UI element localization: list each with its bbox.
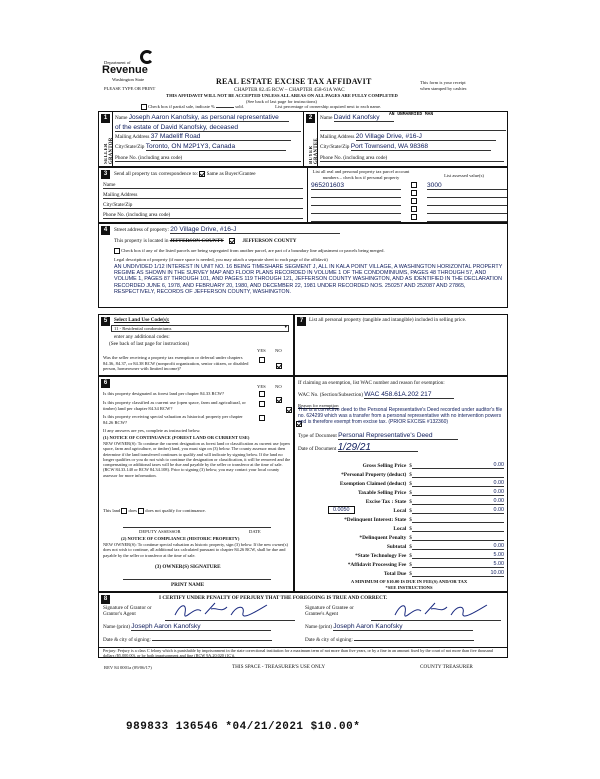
continuance-row bbox=[103, 508, 206, 514]
tax-row bbox=[298, 478, 504, 487]
grantee-signature[interactable] bbox=[371, 605, 501, 621]
land-use-selected: 11 - Residential condominiums bbox=[114, 326, 172, 331]
grantor-date-row bbox=[103, 635, 272, 643]
buyer-city-label: City/State/Zip bbox=[320, 144, 350, 150]
form-revision: REV 84 0001a (09/06/17) bbox=[104, 665, 152, 670]
seller-phone-label: Phone No. (including area code) bbox=[115, 155, 183, 161]
buyer-city-row bbox=[320, 144, 506, 151]
forest-no-checkbox[interactable] bbox=[276, 397, 282, 403]
if-yes-note: If any answers are yes, complete as instructed below. bbox=[103, 428, 201, 433]
dollar-sign: $ bbox=[409, 517, 412, 523]
grantor-signature-scribble bbox=[171, 601, 291, 619]
buyer-mailing-value[interactable]: 20 Village Drive, #16-J bbox=[356, 134, 496, 141]
logo-revenue: Revenue bbox=[102, 64, 148, 76]
logo-mark-icon bbox=[140, 50, 154, 64]
s3-name-label: Name bbox=[103, 182, 116, 188]
seller-side-label: SELLER GRANTOR bbox=[104, 137, 114, 164]
county-treasurer-label: COUNTY TREASURER bbox=[420, 664, 473, 670]
list-pct-label: List percentage of ownership acquired next to each name. bbox=[275, 104, 382, 110]
tax-row bbox=[298, 514, 504, 523]
buyer-side-label: BUYER GRANTEE bbox=[309, 138, 319, 164]
notice1-body: NEW OWNER(S): To continue the current designation as forest land or classification as current use (open space, farm and agriculture, or timber) land, you must sign on (3) below. The county assessor must then determine if the land transferred continues to qualify and will indicate by signing below. If the land no longer qualifies or you do not wish to continue the designation or classification, it will be removed and the compensating or additional taxes will be due and payable by the seller or transferor at the time of sale. (RCW 84.33.140 or RCW 84.34.108). Prior to signing (3) below, you may contact your local county assessor for more information. bbox=[103, 441, 291, 478]
parcel-3-checkbox[interactable] bbox=[411, 198, 417, 204]
tax-row-label: Gross Selling Price bbox=[362, 463, 407, 469]
section-3-badge: 3 bbox=[101, 170, 110, 179]
seller-mailing-label: Mailing Address bbox=[115, 134, 150, 140]
forest-yes-checkbox[interactable] bbox=[259, 391, 265, 397]
doc-type-value[interactable]: Personal Representative's Deed bbox=[338, 433, 458, 440]
deputy-date-label: DATE bbox=[249, 529, 261, 534]
tax-row-value[interactable]: 0.00 bbox=[412, 489, 504, 496]
legal-description[interactable]: AN UNDIVIDED 1/12 INTEREST IN UNIT NO. 16 BEING TIMESHARE SEGMENT J, ALL IN KALA POINT VILLAGE, A WASHINGTON HORIZONTAL PROPERTY REGIME AS SHOWN IN THE SURVEY MAP AND FLOOR PLANS RECORDED IN VOLUME 1 OF THE CONDOMINIUMS, PAGES 48 THROUGH 57, AND VOLUME 1, PAGES 87 THROUGH 101, AND PAGES 119 THROUGH 121, JEFFERSON COUNTY WASHINGTON, AND AS IDENTIFIED IN THE DECLARATION RECORDED JUNE 6, 1978, AND FEBRUARY 20, 1980, AND DECEMBER 22, 1981 UNDER RECORDED NOS. 250257 AND 252087 AND 27865, RESPECTIVELY, RECORDS OF JEFFERSON COUNTY, WASHINGTON. bbox=[114, 264, 503, 295]
street-row bbox=[114, 227, 340, 234]
dollar-sign: $ bbox=[409, 526, 412, 532]
partial-sale-checkbox[interactable] bbox=[141, 104, 147, 110]
tax-row-label: *Personal Property (deduct) bbox=[341, 472, 407, 478]
grantee-date-value[interactable] bbox=[354, 635, 474, 641]
s5-no-header: NO bbox=[275, 348, 282, 353]
tax-row-label: Local bbox=[393, 526, 407, 532]
doc-date-value[interactable]: 1/29/21 bbox=[338, 445, 418, 452]
print-name-label: PRINT NAME bbox=[171, 582, 205, 588]
logo-dept: Department of bbox=[104, 60, 131, 65]
parties-section bbox=[98, 111, 508, 167]
section-7-badge: 7 bbox=[297, 317, 306, 326]
tax-row-value[interactable]: 0.00 bbox=[412, 480, 504, 487]
section-6 bbox=[98, 376, 294, 592]
grantee-name-value[interactable]: Joseph Aaron Kanofsky bbox=[333, 624, 473, 631]
partial-sale-label: Check box if partial sale, indicate % bbox=[148, 104, 215, 110]
tax-row-label: *State Technology Fee bbox=[355, 553, 407, 559]
seller-name-label: Name bbox=[115, 115, 128, 121]
legal-label: Legal description of property (if more space is needed, you may attach a separate sheet to each page of the affidavit) bbox=[114, 257, 328, 262]
partial-sale-row bbox=[141, 104, 501, 110]
assessed-value[interactable]: 3000 bbox=[427, 182, 507, 190]
s3-mailing-label: Mailing Address bbox=[103, 192, 138, 198]
grantee-date-label: Date & city of signing: bbox=[305, 637, 353, 643]
local-rate-box[interactable]: 0.0050 bbox=[328, 506, 355, 514]
wac-value[interactable]: WAC 458.61A.202 217 bbox=[364, 392, 454, 399]
deputy-assessor-label: DEPUTY ASSESSOR bbox=[139, 529, 181, 534]
tax-row-value[interactable]: 5.00 bbox=[412, 561, 504, 568]
section-3 bbox=[98, 167, 508, 223]
tax-row bbox=[298, 505, 504, 514]
historic-yes-checkbox[interactable] bbox=[259, 415, 265, 421]
seller-city-value[interactable]: Toronto, ON M2P1Y3, Canada bbox=[146, 144, 286, 151]
grantor-date-value[interactable] bbox=[152, 635, 272, 641]
does-not-label: does not qualify for continuance. bbox=[145, 508, 206, 514]
county-value: JEFFERSON COUNTY bbox=[242, 238, 297, 245]
logo-state: Washington State bbox=[112, 77, 145, 82]
tax-row-label: Total Due bbox=[383, 571, 407, 577]
doc-date-label: Date of Document bbox=[298, 446, 337, 452]
tax-rows bbox=[298, 460, 504, 577]
tax-row-value[interactable]: 0.00 bbox=[412, 462, 504, 469]
doc-date-row bbox=[298, 442, 418, 453]
personal-property-label: List all personal property (tangible and intangible) included in selling price. bbox=[309, 317, 467, 323]
section-5-badge: 5 bbox=[101, 317, 110, 326]
treasurer-use-label: THIS SPACE - TREASURER'S USE ONLY bbox=[232, 664, 326, 670]
chevron-down-icon: ▾ bbox=[284, 325, 287, 330]
section-1-badge: 1 bbox=[101, 114, 110, 123]
owner-signature-label: (3) OWNER(S) SIGNATURE bbox=[155, 564, 221, 570]
s3-city-label: City/State/Zip bbox=[103, 202, 133, 208]
buyer-mailing-label: Mailing Address bbox=[320, 134, 355, 140]
tax-row-value[interactable]: 0.00 bbox=[412, 543, 504, 550]
s5-see-back: (See back of last page for instructions) bbox=[109, 341, 190, 347]
assessed-header: List assessed value(s) bbox=[444, 173, 484, 178]
tax-row bbox=[298, 541, 504, 550]
buyer-phone-label: Phone No. (including area code) bbox=[320, 155, 388, 161]
certify-statement: I CERTIFY UNDER PENALTY OF PERJURY THAT THE FOREGOING IS TRUE AND CORRECT. bbox=[159, 595, 388, 601]
grantee-signature-scribble bbox=[391, 601, 511, 619]
grantor-name-value[interactable]: Joseph Aaron Kanofsky bbox=[131, 624, 271, 631]
s5-yes-checkbox[interactable] bbox=[259, 357, 265, 363]
send-to-row bbox=[114, 171, 309, 178]
section-4 bbox=[98, 223, 508, 308]
grantee-name-label: Name (print) bbox=[305, 624, 332, 630]
buyer-name-label: Name bbox=[320, 115, 333, 121]
section-2-badge: 2 bbox=[306, 114, 315, 123]
segregated-row bbox=[114, 248, 504, 254]
section-6-badge: 6 bbox=[101, 379, 110, 388]
grantor-signature[interactable] bbox=[165, 605, 295, 621]
forest-question: Is this property designated as forest land per chapter 84.33 RCW? bbox=[103, 391, 225, 396]
tax-row bbox=[298, 532, 504, 541]
sold-label: sold. bbox=[235, 104, 244, 110]
parcel-4-checkbox[interactable] bbox=[411, 206, 417, 212]
exemption-intro: If claiming an exemption, list WAC number and reason for exemption: bbox=[298, 380, 445, 386]
tax-row bbox=[298, 559, 504, 568]
does-checkbox[interactable] bbox=[121, 508, 127, 514]
dollar-sign: $ bbox=[409, 472, 412, 478]
doc-type-row bbox=[298, 433, 458, 440]
notice2-body: NEW OWNER(S): To continue special valuation as historic property, sign (3) below. If the new owner(s) does not wish to continue, all additional tax calculated pursuant to chapter 84.26 RCW, shall be due and payable by the seller or transferor at the time of sale. bbox=[103, 542, 288, 558]
section-7 bbox=[294, 314, 508, 376]
parcel-list bbox=[311, 182, 507, 222]
dollar-sign: $ bbox=[409, 481, 412, 487]
tax-row-label: *Delinquent Interest: State bbox=[344, 517, 407, 523]
same-as-buyer-label: Same as Buyer/Grantee bbox=[206, 171, 256, 178]
perjury-note: Perjury: Perjury is a class C felony which is punishable by imprisonment in the state correctional institution for a maximum term of not more than five years, or by a fine in an amount fixed by the court of not more than five thousand dollars ($5,000.00), or by both imprisonment and fine (RCW 9A.20.020 (1C)). bbox=[103, 648, 493, 658]
tax-row-value[interactable]: 0.00 bbox=[412, 498, 504, 505]
tax-row-label: *Delinquent Penalty bbox=[359, 535, 407, 541]
minimum-note bbox=[319, 579, 499, 590]
parcel-2-checkbox[interactable] bbox=[411, 190, 417, 196]
minimum-note-line2: *SEE INSTRUCTIONS bbox=[385, 584, 433, 590]
buyer-name-value[interactable]: David Kanofsky bbox=[334, 115, 394, 122]
s3-phone-label: Phone No. (including area code) bbox=[103, 212, 171, 218]
seller-name-cont[interactable]: of the estate of David Kanofsky, deceased bbox=[115, 124, 301, 132]
s5-no-checkbox[interactable] bbox=[276, 363, 282, 369]
minimum-note-line1: A MINIMUM OF $10.00 IS DUE IN FEE(S) AND/OR TAX bbox=[350, 579, 468, 584]
section-9-badge: 8 bbox=[101, 595, 110, 604]
wac-row bbox=[298, 392, 454, 399]
street-value[interactable]: 20 Village Drive, #16-J bbox=[170, 227, 340, 234]
grantee-sig-label: Signature of Grantee or Grantee's Agent bbox=[305, 605, 354, 618]
section-9 bbox=[98, 592, 508, 658]
dollar-sign: $ bbox=[409, 508, 412, 514]
print-name-line[interactable] bbox=[123, 579, 271, 580]
buyer-phone-row[interactable] bbox=[320, 155, 504, 162]
seller-phone-row[interactable] bbox=[115, 155, 301, 162]
seller-city-row bbox=[115, 144, 301, 151]
tax-row-value[interactable] bbox=[412, 477, 504, 478]
segregated-checkbox[interactable] bbox=[114, 248, 120, 254]
seller-mailing-row bbox=[115, 134, 301, 141]
s5-yes-header: YES bbox=[257, 348, 266, 353]
wac-label: WAC No. (Section/Subsection) bbox=[298, 392, 363, 398]
seller-name-value[interactable]: Joseph Aaron Kanofsky, as personal representative bbox=[129, 115, 289, 122]
dollar-sign: $ bbox=[409, 553, 412, 559]
historic-question: Is this property receiving special valuation as historical property per chapter 84.26 RCW? bbox=[103, 414, 243, 425]
parcel-number[interactable]: 965201603 bbox=[311, 182, 401, 190]
section-8 bbox=[294, 376, 508, 592]
doc-type-label: Type of Document bbox=[298, 433, 337, 439]
dollar-sign: $ bbox=[409, 544, 412, 550]
tax-row-label: Taxable Selling Price bbox=[357, 490, 407, 496]
s3-phone-row[interactable] bbox=[103, 212, 303, 219]
tax-row bbox=[298, 550, 504, 559]
seller-mailing-value[interactable]: 37 Madeliff Road bbox=[151, 134, 291, 141]
street-label: Street address of property: bbox=[114, 227, 169, 233]
located-label: This property is located in bbox=[114, 238, 169, 245]
current-use-no-checkbox[interactable] bbox=[286, 407, 292, 413]
tax-row-value[interactable] bbox=[412, 522, 504, 523]
tax-row-label: Exemption Claimed (deduct) bbox=[339, 481, 407, 487]
parcel-5-checkbox[interactable] bbox=[411, 214, 417, 220]
tax-row-label: Local bbox=[393, 508, 407, 514]
buyer-name-note: AN UNMARRIED MAN bbox=[389, 112, 434, 117]
section-4-badge: 4 bbox=[101, 226, 110, 235]
does-not-checkbox[interactable] bbox=[138, 508, 144, 514]
grantee-name-row bbox=[305, 624, 473, 631]
seller-city-label: City/State/Zip bbox=[115, 144, 145, 150]
receipt-note-line2: when stamped by cashier. bbox=[420, 85, 468, 91]
tax-row-label: Excise Tax : State bbox=[365, 499, 407, 505]
dollar-sign: $ bbox=[409, 562, 412, 568]
receipt-note-line1: This form is your receipt bbox=[420, 80, 466, 85]
this-land-label: This land bbox=[103, 508, 121, 514]
tax-row bbox=[298, 523, 504, 532]
dollar-sign: $ bbox=[409, 463, 412, 469]
buyer-city-value[interactable]: Port Townsend, WA 98368 bbox=[351, 144, 491, 151]
send-to-label: Send all property tax correspondence to: bbox=[114, 171, 198, 178]
s6-yes-header: YES bbox=[257, 384, 266, 389]
tax-row-label: *Affidavit Processing Fee bbox=[347, 562, 407, 568]
does-label: does bbox=[128, 508, 137, 514]
s3-name-row[interactable] bbox=[103, 182, 303, 189]
tax-row bbox=[298, 460, 504, 469]
s6-no-header: NO bbox=[275, 384, 282, 389]
grantor-name-row bbox=[103, 624, 271, 631]
type-or-print: PLEASE TYPE OR PRINT bbox=[104, 86, 156, 91]
land-use-label: Select Land Use Code(s): bbox=[114, 317, 170, 323]
receipt-note bbox=[420, 80, 510, 91]
notice1-title: (1) NOTICE OF CONTINUANCE (FOREST LAND OR CURRENT USE) bbox=[103, 435, 250, 440]
notice2-title: (2) NOTICE OF COMPLIANCE (HISTORIC PROPERTY) bbox=[121, 536, 240, 541]
form-title: REAL ESTATE EXCISE TAX AFFIDAVIT bbox=[216, 77, 372, 86]
additional-codes: enter any additional codes: bbox=[114, 334, 170, 340]
land-use-select[interactable] bbox=[111, 325, 289, 332]
tax-row-value[interactable] bbox=[412, 531, 504, 532]
grantor-sig-label: Signature of Grantor or Grantor's Agent bbox=[103, 605, 152, 618]
current-use-question: Is this property classified as current use (open space, farm and agricultural, or timber) land per chapter 84.34 RCW? bbox=[103, 400, 246, 411]
parcel-personal-checkbox[interactable] bbox=[411, 182, 417, 188]
segregated-label: Check box if any of the listed parcels are being segregated from another parcel, are part of a boundary line adjustment or parcels being merged. bbox=[121, 248, 385, 254]
tax-row bbox=[298, 568, 504, 577]
seller-name-row bbox=[115, 115, 301, 122]
tax-row-value[interactable] bbox=[412, 540, 504, 541]
located-struck: JEFFERSON COUNTY bbox=[169, 238, 224, 245]
grantor-name-label: Name (print) bbox=[103, 624, 130, 630]
s3-mailing-row[interactable] bbox=[103, 192, 303, 199]
tax-row-value[interactable]: 5.00 bbox=[412, 552, 504, 559]
s3-city-row[interactable] bbox=[103, 202, 303, 209]
receipt-stamp: 989833 136546 *04/21/2021 $10.00* bbox=[126, 721, 361, 733]
tax-row bbox=[298, 469, 504, 478]
grantor-date-label: Date & city of signing: bbox=[103, 637, 151, 643]
form-see-back: (See back of last page for instructions) bbox=[246, 99, 317, 104]
tax-row bbox=[298, 496, 504, 505]
tax-row-label: Subtotal bbox=[386, 544, 407, 550]
current-use-yes-checkbox[interactable] bbox=[259, 401, 265, 407]
revenue-logo bbox=[98, 50, 178, 84]
form-chapter: CHAPTER 82.45 RCW – CHAPTER 458-61A WAC bbox=[234, 87, 345, 93]
dollar-sign: $ bbox=[409, 571, 412, 577]
located-row bbox=[114, 238, 296, 245]
dollar-sign: $ bbox=[409, 535, 412, 541]
tax-row-value[interactable]: 10.00 bbox=[412, 570, 504, 577]
form-warning: THIS AFFIDAVIT WILL NOT BE ACCEPTED UNLESS ALL AREAS ON ALL PAGES ARE FULLY COMPLETED bbox=[166, 93, 398, 98]
reason-value[interactable]: This is a corrective deed to the Personal Representative's Deed recorded under auditor's file no. 624299 which was a transfer from a personal representative with no intervention powers and is therefore exempt from excise tax. (PRIOR EXCISE #132360) bbox=[298, 407, 503, 425]
reason-label: Reason for exemption bbox=[298, 403, 339, 408]
located-checkbox[interactable] bbox=[229, 238, 235, 244]
tax-row-value[interactable]: 0.00 bbox=[412, 507, 504, 514]
parcel-header: List all real and personal property tax parcel account numbers – check box if personal property bbox=[312, 169, 410, 180]
same-as-buyer-checkbox[interactable] bbox=[199, 171, 205, 177]
dollar-sign: $ bbox=[409, 499, 412, 505]
grantee-date-row bbox=[305, 635, 474, 643]
exemption-question: Was the seller receiving a property tax exemption or deferral under chapters 84.36, 84.37, or 84.38 RCW (nonprofit organization, senior citizen, or disabled person, homeowner with limited income)? bbox=[103, 355, 249, 372]
tax-row bbox=[298, 487, 504, 496]
dollar-sign: $ bbox=[409, 490, 412, 496]
section-5 bbox=[98, 314, 294, 376]
buyer-mailing-row bbox=[320, 134, 506, 141]
